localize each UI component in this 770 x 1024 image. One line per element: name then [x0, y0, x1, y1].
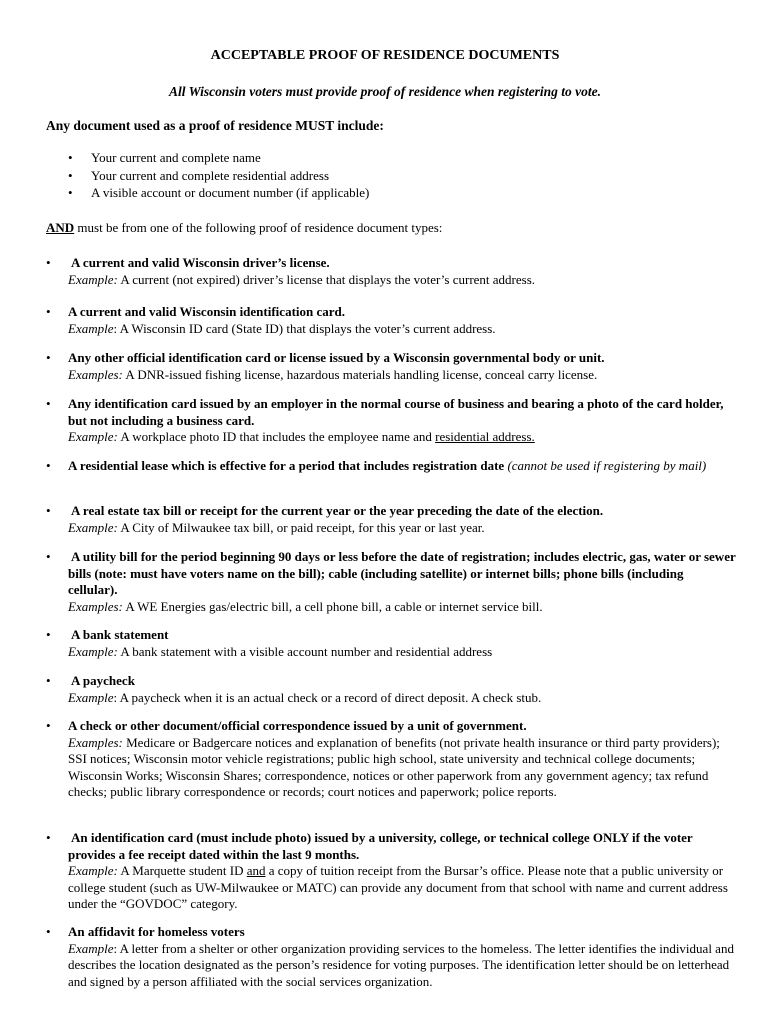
- item-heading: A utility bill for the period beginning 90 days or less before the date of registration; includes electric, gas, water or sewer bills (note: must have voters name on the bill); cable (including satellite) or internet bills; phone bills (including cellular).: [68, 549, 736, 597]
- bullet-icon: •: [46, 458, 51, 473]
- list-item: [46, 255, 736, 288]
- list-item: [46, 627, 736, 660]
- item-example: [68, 735, 736, 801]
- item-example: [68, 272, 736, 289]
- list-item: [46, 458, 736, 475]
- item-heading: Any other official identification card or license issued by a Wisconsin governmental body or unit.: [68, 350, 605, 365]
- item-example: [68, 429, 736, 446]
- item-example: [68, 321, 736, 338]
- item-heading: A real estate tax bill or receipt for the current year or the year preceding the date of the election.: [71, 503, 604, 518]
- example-text: A Marquette student ID: [117, 863, 247, 878]
- example-label: Examples:: [68, 734, 123, 750]
- page-title: ACCEPTABLE PROOF OF RESIDENCE DOCUMENTS: [210, 48, 560, 63]
- item-example: [68, 941, 736, 991]
- item-example: [68, 599, 736, 616]
- example-text: : A Wisconsin ID card (State ID) that displays the voter’s current address.: [113, 320, 496, 336]
- example-text: Medicare or Badgercare notices and explanation of benefits (not private health insurance or third party providers); SSI notices; Wisconsin motor vehicle registrations; public high school, state university and technical college documents; Wisconsin Works; Wisconsin Shares; correspondence, notices or other paperwork from any government agency; tax refund checks; public library correspondence or records; court notices and paperwork; police reports.: [68, 734, 720, 799]
- list-item: [46, 396, 736, 446]
- requirement-text: Your current and complete residential address: [91, 167, 330, 183]
- bullet-icon: •: [46, 304, 51, 319]
- list-item: [46, 549, 736, 615]
- page-subtitle: All Wisconsin voters must provide proof of residence when registering to vote.: [168, 84, 601, 99]
- example-label: Example:: [68, 519, 118, 535]
- heading-note: (cannot be used if registering by mail): [504, 458, 707, 473]
- and-rest: must be from one of the following proof of residence document types:: [74, 220, 443, 235]
- item-heading: A check or other document/official correspondence issued by a unit of government.: [68, 718, 527, 733]
- example-text: A workplace photo ID that includes the employee name and: [117, 429, 436, 444]
- bullet-icon: •: [46, 924, 51, 939]
- example-label: Example: [68, 689, 114, 705]
- example-label: Example:: [68, 271, 118, 287]
- example-label: Example: [68, 320, 114, 336]
- example-label: Example:: [68, 863, 118, 878]
- item-example: [68, 644, 736, 661]
- bullet-icon: •: [46, 503, 51, 518]
- example-text-continued: a copy of tuition receipt from the Bursar’s office. Please note that a public university or college student (such as UW-Milwaukee or MATC) can provide any document from that school with name and current address under the “GOVDOC” category.: [68, 863, 728, 911]
- item-heading: Any identification card issued by an employer in the normal course of business and bearing a photo of the card holder, but not including a business card.: [68, 396, 724, 428]
- and-word: AND: [46, 220, 75, 235]
- example-label: Examples:: [68, 598, 123, 614]
- list-item: [68, 185, 369, 203]
- heading-text: A residential lease which is effective for a period that includes registration date: [68, 458, 505, 473]
- example-text: A DNR-issued fishing license, hazardous materials handling license, conceal carry license.: [122, 366, 598, 382]
- and-statement: [46, 220, 442, 237]
- bullet-icon: •: [46, 718, 51, 733]
- example-text: A WE Energies gas/electric bill, a cell phone bill, a cable or internet service bill.: [122, 598, 543, 614]
- item-example: [68, 367, 736, 384]
- list-item: [46, 924, 736, 990]
- list-item: [46, 673, 736, 706]
- example-underlined: residential address.: [435, 429, 535, 444]
- list-item: [46, 304, 736, 337]
- requirement-text: Your current and complete name: [91, 150, 261, 165]
- example-label: Example:: [68, 643, 118, 659]
- example-label: Examples:: [68, 366, 123, 382]
- example-text: : A letter from a shelter or other organization providing services to the homeless. The letter identifies the individual and describes the location designated as the person’s residence for voting purposes. The identification letter should be on letterhead and signed by a person affiliated with the social services organization.: [68, 940, 734, 989]
- requirement-text: A visible account or document number (if applicable): [91, 185, 370, 200]
- item-heading: An identification card (must include photo) issued by a university, college, or technical college ONLY if the voter provides a fee receipt dated within the last 9 months.: [68, 830, 693, 862]
- bullet-icon: •: [46, 830, 51, 845]
- bullet-icon: •: [46, 549, 51, 564]
- list-item: [68, 168, 369, 186]
- item-heading: [68, 458, 736, 475]
- intro-text: Any document used as a proof of residence MUST include:: [46, 118, 384, 133]
- item-heading: An affidavit for homeless voters: [68, 924, 245, 939]
- example-label: Example: [68, 940, 114, 956]
- list-item: [46, 718, 736, 801]
- item-heading: A current and valid Wisconsin identification card.: [68, 304, 346, 319]
- example-text: A City of Milwaukee tax bill, or paid receipt, for this year or last year.: [117, 519, 485, 535]
- bullet-icon: •: [46, 673, 51, 688]
- list-item: [46, 830, 736, 913]
- item-example: [68, 863, 736, 913]
- bullet-icon: •: [68, 167, 73, 183]
- bullet-icon: •: [46, 396, 51, 411]
- item-heading: A current and valid Wisconsin driver’s license.: [71, 255, 330, 270]
- bullet-icon: •: [68, 185, 73, 200]
- bullet-icon: •: [46, 350, 51, 365]
- item-example: [68, 520, 736, 537]
- example-text: : A paycheck when it is an actual check or a record of direct deposit. A check stub.: [113, 689, 542, 705]
- example-text: A current (not expired) driver’s license that displays the voter’s current address.: [117, 271, 536, 287]
- list-item: [68, 150, 369, 168]
- list-item: [46, 503, 736, 536]
- example-label: Example:: [68, 429, 118, 444]
- example-text: A bank statement with a visible account number and residential address: [117, 643, 493, 659]
- bullet-icon: •: [46, 627, 51, 642]
- item-heading: A paycheck: [71, 673, 135, 688]
- item-heading: A bank statement: [71, 627, 169, 642]
- list-item: [46, 350, 736, 383]
- bullet-icon: •: [68, 150, 73, 165]
- item-example: [68, 690, 736, 707]
- requirements-list: [68, 150, 369, 203]
- example-underlined: and: [246, 863, 266, 878]
- bullet-icon: •: [46, 255, 51, 270]
